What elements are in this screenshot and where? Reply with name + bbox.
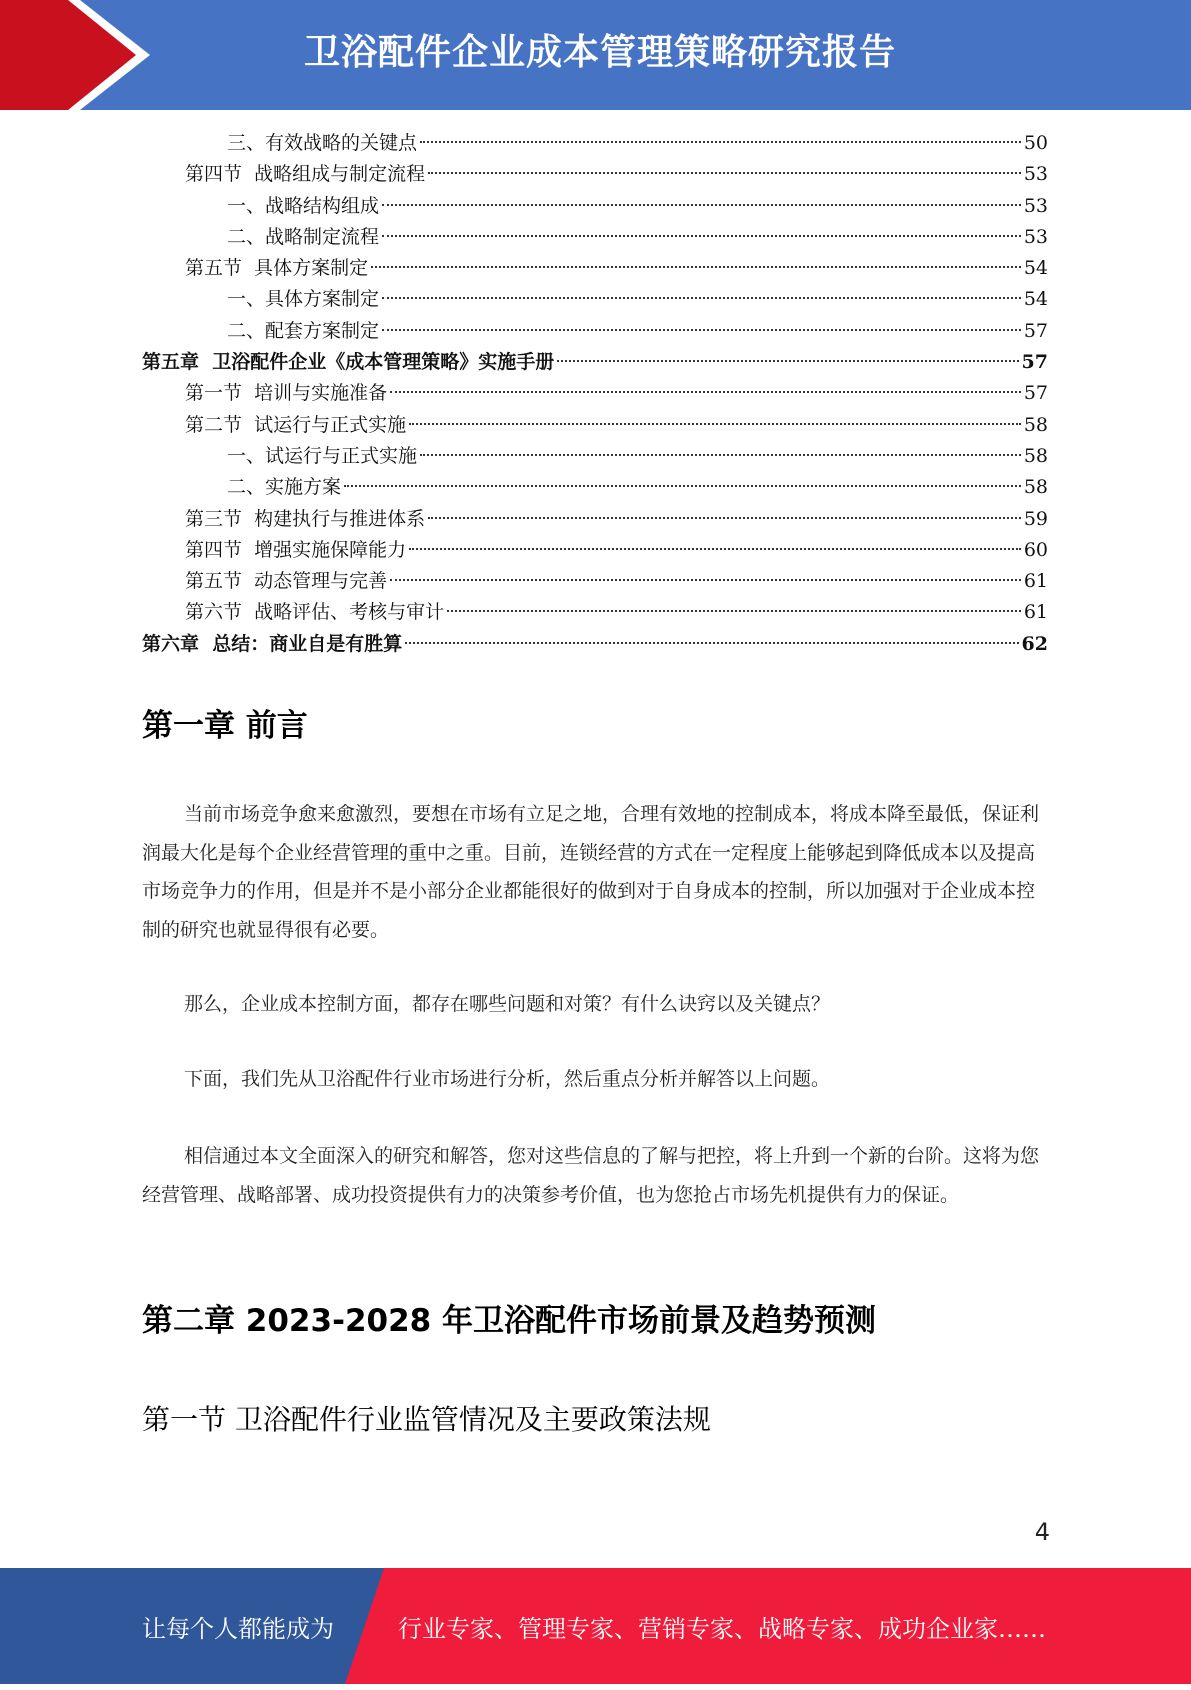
toc-entry[interactable] — [142, 597, 1048, 628]
toc-entry-title: 第六节 战略评估、考核与审计 — [185, 601, 445, 624]
toc-entry-page: 58 — [1023, 413, 1048, 436]
chapter-2-section-1-heading: 第一节 卫浴配件行业监管情况及主要政策法规 — [142, 1403, 711, 1436]
toc-entry-title: 二、实施方案 — [227, 476, 342, 499]
page-number: 4 — [1034, 1518, 1050, 1546]
toc-leader-dots — [428, 172, 1021, 174]
toc-entry-title: 第三节 构建执行与推进体系 — [185, 507, 426, 530]
toc-entry-page: 57 — [1023, 382, 1048, 405]
toc-entry-page: 54 — [1023, 288, 1048, 311]
chapter-1-paragraph-4: 相信通过本文全面深入的研究和解答，您对这些信息的了解与把控，将上升到一个新的台阶。这将为您经营管理、战略部署、成功投资提供有力的决策参考价值，也为您抢占市场先机提供有力的保证。 — [142, 1145, 1040, 1206]
toc-entry[interactable] — [142, 629, 1048, 660]
footer-slogan-right: 行业专家、管理专家、营销专家、战略专家、成功企业家…… — [398, 1615, 1046, 1643]
toc-entry-title: 一、具体方案制定 — [227, 288, 380, 311]
page-footer — [0, 1568, 1191, 1684]
toc-entry[interactable] — [142, 191, 1048, 222]
toc-leader-dots — [390, 579, 1021, 581]
toc-entry[interactable] — [142, 441, 1048, 472]
toc-entry-page: 53 — [1023, 225, 1048, 248]
chapter-1-paragraph-2: 那么，企业成本控制方面，都存在哪些问题和对策？有什么诀窍以及关键点？ — [184, 993, 831, 1015]
toc-leader-dots — [420, 454, 1021, 456]
toc-entry-title: 第五节 动态管理与完善 — [185, 570, 388, 593]
toc-leader-dots — [557, 360, 1018, 362]
toc-entry[interactable] — [142, 253, 1048, 284]
toc-entry-title: 一、战略结构组成 — [227, 194, 380, 217]
toc-entry[interactable] — [142, 159, 1048, 190]
toc-entry[interactable] — [142, 378, 1048, 409]
toc-entry-page: 60 — [1023, 538, 1048, 561]
toc-entry-title: 第四节 增强实施保障能力 — [185, 538, 407, 561]
toc-leader-dots — [420, 141, 1021, 143]
table-of-contents — [142, 128, 1048, 660]
chapter-2-heading: 第二章 2023-2028 年卫浴配件市场前景及趋势预测 — [142, 1303, 877, 1339]
toc-entry-title: 第五节 具体方案制定 — [185, 257, 369, 280]
chapter-1-paragraph-1: 当前市场竞争愈来愈激烈，要想在市场有立足之地，合理有效地的控制成本，将成本降至最低，保证利润最大化是每个企业经营管理的重中之重。目前，连锁经营的方式在一定程度上能够起到降低成本以及提高市场竞争力的作用，但是并不是小部分企业都能很好的做到对于自身成本的控制，所以加强对于企业成本控制的研究也就显得很有必要。 — [142, 803, 1040, 941]
toc-entry[interactable] — [142, 284, 1048, 315]
toc-entry[interactable] — [142, 535, 1048, 566]
toc-entry[interactable] — [142, 504, 1048, 535]
toc-leader-dots — [409, 548, 1021, 550]
page-header — [0, 0, 1191, 110]
toc-entry-title: 第五章 卫浴配件企业《成本管理策略》实施手册 — [142, 351, 555, 374]
toc-entry-page: 50 — [1023, 132, 1048, 154]
chapter-1-paragraph-3: 下面，我们先从卫浴配件行业市场进行分析，然后重点分析并解答以上问题。 — [184, 1068, 831, 1090]
toc-leader-dots — [409, 423, 1021, 425]
toc-entry-title: 二、配套方案制定 — [227, 319, 380, 342]
toc-entry[interactable] — [142, 222, 1048, 253]
toc-entry-title: 一、试运行与正式实施 — [227, 444, 418, 467]
toc-entry[interactable] — [142, 128, 1048, 159]
toc-entry-page: 54 — [1023, 257, 1048, 280]
toc-leader-dots — [447, 610, 1021, 612]
toc-leader-dots — [344, 485, 1021, 487]
toc-entry-page: 61 — [1023, 601, 1048, 624]
toc-entry-title: 第二节 试运行与正式实施 — [185, 413, 407, 436]
toc-entry-page: 58 — [1023, 476, 1048, 499]
toc-leader-dots — [382, 235, 1021, 237]
toc-leader-dots — [428, 517, 1021, 519]
toc-entry[interactable] — [142, 410, 1048, 441]
toc-entry-page: 57 — [1021, 351, 1048, 374]
toc-entry-page: 53 — [1023, 163, 1048, 186]
toc-entry[interactable] — [142, 566, 1048, 597]
toc-entry[interactable] — [142, 472, 1048, 503]
toc-entry-page: 58 — [1023, 444, 1048, 467]
toc-leader-dots — [382, 204, 1021, 206]
toc-entry-page: 61 — [1023, 570, 1048, 593]
toc-entry[interactable] — [142, 347, 1048, 378]
toc-entry-title: 二、战略制定流程 — [227, 225, 380, 248]
toc-leader-dots — [382, 297, 1021, 299]
toc-leader-dots — [371, 266, 1021, 268]
toc-entry[interactable] — [142, 316, 1048, 347]
toc-entry-title: 第一节 培训与实施准备 — [185, 382, 388, 405]
header-title: 卫浴配件企业成本管理策略研究报告 — [303, 32, 896, 73]
toc-leader-dots — [382, 329, 1021, 331]
toc-leader-dots — [405, 642, 1018, 644]
chapter-1-heading: 第一章 前言 — [142, 708, 308, 744]
toc-entry-page: 59 — [1023, 507, 1048, 530]
toc-entry-page: 57 — [1023, 319, 1048, 342]
toc-entry-title: 第六章 总结：商业自是有胜算 — [142, 632, 403, 655]
footer-slogan-left: 让每个人都能成为 — [142, 1615, 334, 1643]
toc-entry-title: 三、有效战略的关键点 — [227, 132, 418, 154]
toc-leader-dots — [390, 391, 1021, 393]
toc-entry-page: 53 — [1023, 194, 1048, 217]
toc-entry-title: 第四节 战略组成与制定流程 — [185, 163, 426, 186]
toc-entry-page: 62 — [1021, 632, 1048, 655]
